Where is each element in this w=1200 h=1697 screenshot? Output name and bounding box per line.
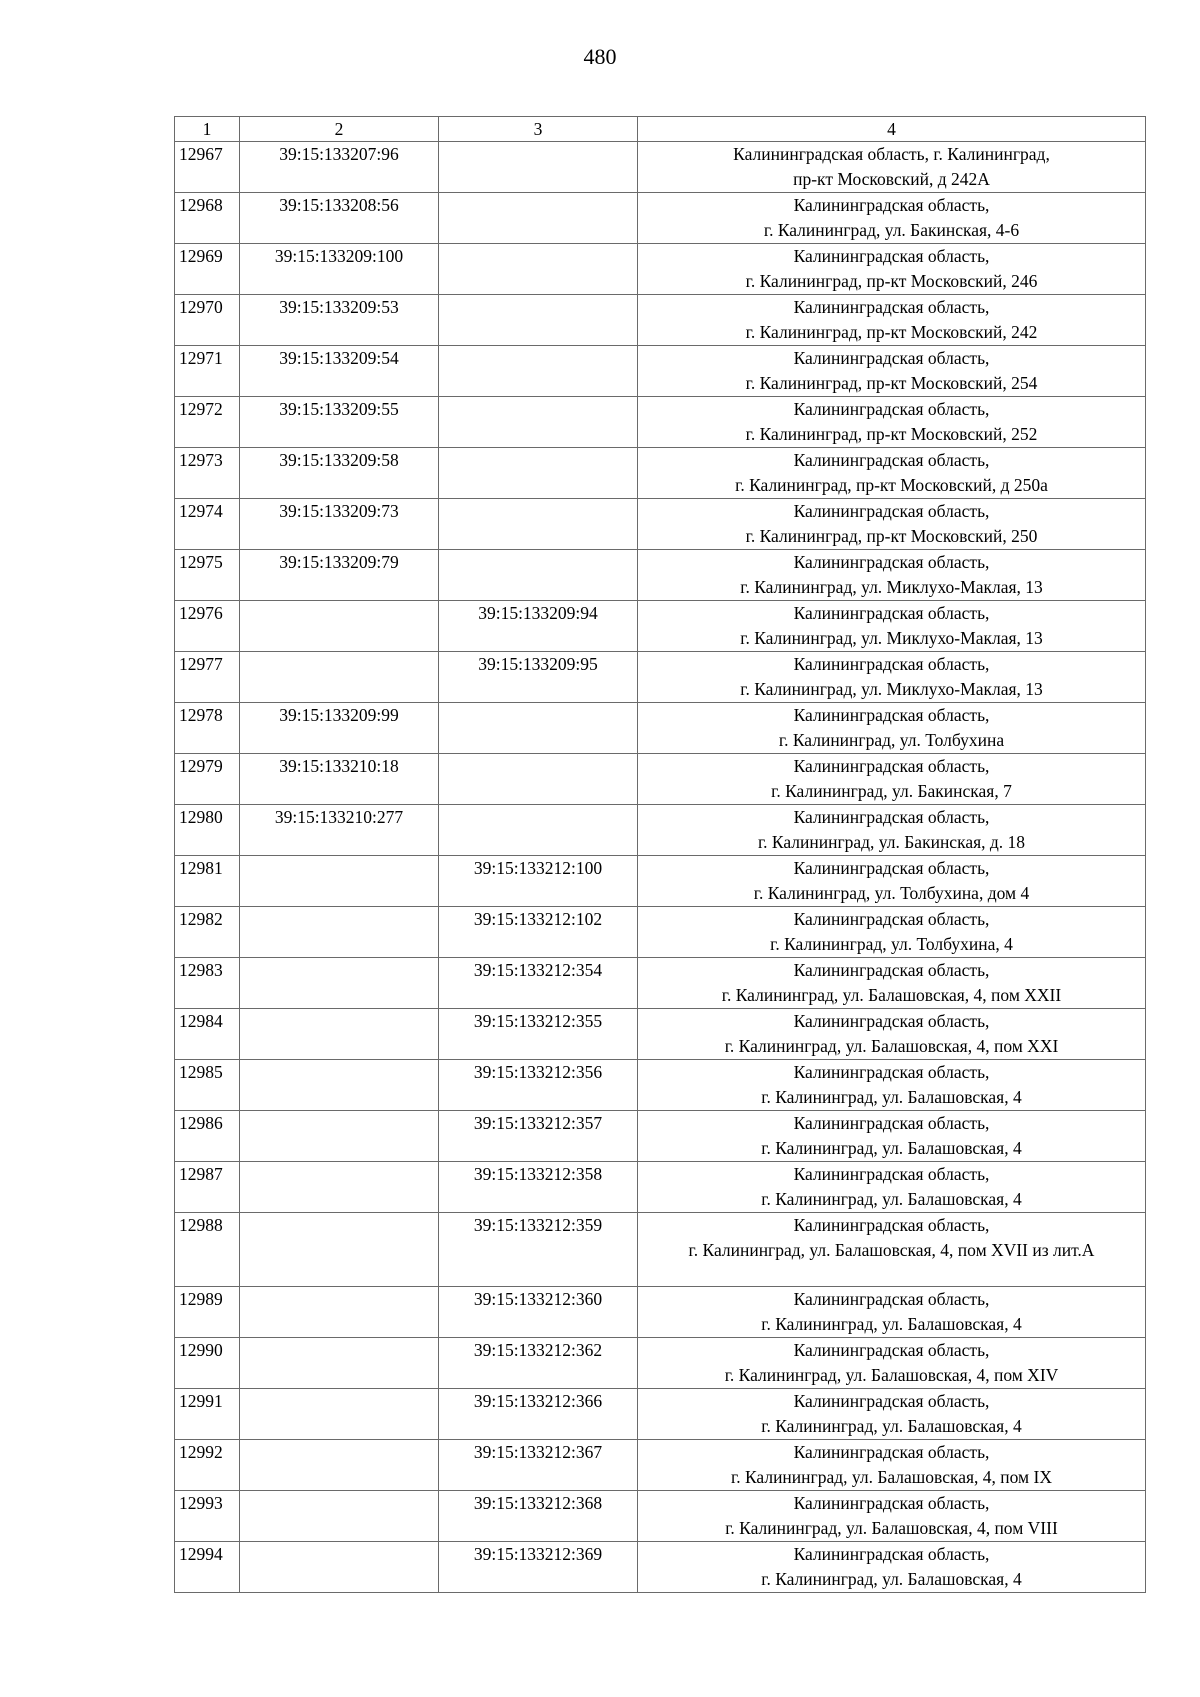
cadastral-number-col2 — [240, 1162, 439, 1213]
address-line-1: Калининградская область, — [793, 1493, 990, 1513]
cadastral-number-col3: 39:15:133212:369 — [439, 1542, 638, 1593]
address-cell — [638, 142, 1146, 193]
address-cell — [638, 550, 1146, 601]
cadastral-number-col2: 39:15:133208:56 — [240, 193, 439, 244]
address-cell — [638, 1009, 1146, 1060]
table-row — [175, 193, 1146, 244]
cadastral-number-col2 — [240, 1060, 439, 1111]
address-line-1: Калининградская область, — [793, 1062, 990, 1082]
address-line-2: г. Калининград, пр-кт Московский, 254 — [745, 373, 1038, 393]
row-number: 12987 — [175, 1162, 240, 1213]
cadastral-number-col3: 39:15:133212:359 — [439, 1213, 638, 1287]
cadastral-number-col2 — [240, 601, 439, 652]
address-cell — [638, 295, 1146, 346]
table-row — [175, 1287, 1146, 1338]
table-row — [175, 244, 1146, 295]
table-row — [175, 958, 1146, 1009]
cadastral-number-col3: 39:15:133212:354 — [439, 958, 638, 1009]
address-cell — [638, 193, 1146, 244]
cadastral-number-col2: 39:15:133209:99 — [240, 703, 439, 754]
address-cell — [638, 601, 1146, 652]
address-line-2: г. Калининград, ул. Миклухо-Маклая, 13 — [740, 577, 1043, 597]
table-row — [175, 1009, 1146, 1060]
cadastral-number-col2 — [240, 1338, 439, 1389]
row-number: 12990 — [175, 1338, 240, 1389]
cadastral-number-col3 — [439, 703, 638, 754]
row-number: 12971 — [175, 346, 240, 397]
address-line-2: г. Калининград, ул. Миклухо-Маклая, 13 — [740, 679, 1043, 699]
row-number: 12988 — [175, 1213, 240, 1287]
row-number: 12986 — [175, 1111, 240, 1162]
cadastral-number-col3: 39:15:133212:362 — [439, 1338, 638, 1389]
address-line-2: г. Калининград, ул. Толбухина, дом 4 — [753, 883, 1030, 903]
table-body — [175, 142, 1146, 1593]
registry-table — [174, 116, 1146, 1593]
address-line-2: г. Калининград, пр-кт Московский, 246 — [745, 271, 1038, 291]
cadastral-number-col2 — [240, 958, 439, 1009]
table-row — [175, 856, 1146, 907]
address-line-1: Калининградская область, — [793, 1544, 990, 1564]
cadastral-number-col3 — [439, 346, 638, 397]
address-line-1: Калининградская область, г. Калининград, — [733, 144, 1050, 164]
address-line-1: Калининградская область, — [793, 1113, 990, 1133]
cadastral-number-col3: 39:15:133212:366 — [439, 1389, 638, 1440]
table-row — [175, 1440, 1146, 1491]
cadastral-number-col3: 39:15:133212:357 — [439, 1111, 638, 1162]
cadastral-number-col2 — [240, 652, 439, 703]
row-number: 12991 — [175, 1389, 240, 1440]
table-row — [175, 805, 1146, 856]
address-cell — [638, 1542, 1146, 1593]
cadastral-number-col3: 39:15:133212:360 — [439, 1287, 638, 1338]
row-number: 12981 — [175, 856, 240, 907]
address-line-1: Калининградская область, — [793, 501, 990, 521]
column-header-4: 4 — [638, 117, 1146, 142]
address-line-2: г. Калининград, ул. Толбухина — [778, 730, 1005, 750]
cadastral-number-col2: 39:15:133207:96 — [240, 142, 439, 193]
page-number: 480 — [583, 44, 617, 69]
cadastral-number-col3 — [439, 550, 638, 601]
cadastral-number-col2 — [240, 856, 439, 907]
address-cell — [638, 397, 1146, 448]
address-line-2: г. Калининград, ул. Балашовская, 4 — [761, 1416, 1022, 1436]
cadastral-number-col3: 39:15:133212:358 — [439, 1162, 638, 1213]
address-line-1: Калининградская область, — [793, 756, 990, 776]
cadastral-number-col2: 39:15:133210:18 — [240, 754, 439, 805]
address-line-2: г. Калининград, пр-кт Московский, 252 — [745, 424, 1038, 444]
address-line-2: г. Калининград, ул. Бакинская, 7 — [771, 781, 1012, 801]
address-cell — [638, 652, 1146, 703]
table-row — [175, 754, 1146, 805]
cadastral-number-col2: 39:15:133209:100 — [240, 244, 439, 295]
cadastral-number-col2: 39:15:133209:54 — [240, 346, 439, 397]
cadastral-number-col2: 39:15:133209:53 — [240, 295, 439, 346]
table-row — [175, 550, 1146, 601]
address-line-1: Калининградская область, — [793, 450, 990, 470]
address-cell — [638, 958, 1146, 1009]
row-number: 12973 — [175, 448, 240, 499]
row-number: 12977 — [175, 652, 240, 703]
table-row — [175, 1389, 1146, 1440]
cadastral-number-col2: 39:15:133209:58 — [240, 448, 439, 499]
cadastral-number-col3 — [439, 244, 638, 295]
cadastral-number-col3: 39:15:133212:100 — [439, 856, 638, 907]
address-line-2: г. Калининград, ул. Балашовская, 4, пом XXII — [721, 985, 1062, 1005]
address-line-1: Калининградская область, — [793, 1391, 990, 1411]
address-line-1: Калининградская область, — [793, 705, 990, 725]
address-line-1: Калининградская область, — [793, 1011, 990, 1031]
address-line-1: Калининградская область, — [793, 654, 990, 674]
row-number: 12968 — [175, 193, 240, 244]
cadastral-number-col3 — [439, 295, 638, 346]
table-row — [175, 1542, 1146, 1593]
table-row — [175, 295, 1146, 346]
address-line-2: г. Калининград, пр-кт Московский, д 250а — [735, 475, 1048, 495]
cadastral-number-col2: 39:15:133209:79 — [240, 550, 439, 601]
table-row — [175, 907, 1146, 958]
address-cell — [638, 1111, 1146, 1162]
row-number: 12982 — [175, 907, 240, 958]
cadastral-number-col2: 39:15:133209:55 — [240, 397, 439, 448]
row-number: 12994 — [175, 1542, 240, 1593]
address-line-2: г. Калининград, ул. Толбухина, 4 — [770, 934, 1013, 954]
cadastral-number-col3: 39:15:133212:355 — [439, 1009, 638, 1060]
address-line-2: г. Калининград, ул. Балашовская, 4 — [761, 1087, 1022, 1107]
address-cell — [638, 1440, 1146, 1491]
table-row — [175, 499, 1146, 550]
address-line-1: Калининградская область, — [793, 552, 990, 572]
address-line-2: г. Калининград, ул. Бакинская, 4-6 — [763, 220, 1020, 240]
table-row — [175, 601, 1146, 652]
address-line-1: Калининградская область, — [793, 858, 990, 878]
address-cell — [638, 244, 1146, 295]
row-number: 12985 — [175, 1060, 240, 1111]
address-line-1: Калининградская область, — [793, 909, 990, 929]
row-number: 12975 — [175, 550, 240, 601]
address-line-2: г. Калининград, ул. Балашовская, 4, пом XIV — [724, 1365, 1059, 1385]
table-row — [175, 1060, 1146, 1111]
address-line-1: Калининградская область, — [793, 1442, 990, 1462]
address-cell — [638, 1060, 1146, 1111]
address-line-1: Калининградская область, — [793, 195, 990, 215]
table-header-row — [175, 117, 1146, 142]
cadastral-number-col3: 39:15:133212:102 — [439, 907, 638, 958]
row-number: 12984 — [175, 1009, 240, 1060]
address-line-2: г. Калининград, ул. Балашовская, 4, пом VIII — [725, 1518, 1058, 1538]
address-line-2: г. Калининград, ул. Балашовская, 4 — [761, 1569, 1022, 1589]
address-cell — [638, 1338, 1146, 1389]
row-number: 12992 — [175, 1440, 240, 1491]
table-row — [175, 1162, 1146, 1213]
address-cell — [638, 1213, 1146, 1287]
address-cell — [638, 1162, 1146, 1213]
column-header-1: 1 — [175, 117, 240, 142]
address-cell — [638, 1389, 1146, 1440]
cadastral-number-col2 — [240, 1213, 439, 1287]
address-line-1: Калининградская область, — [793, 297, 990, 317]
address-line-2: г. Калининград, ул. Бакинская, д. 18 — [757, 832, 1026, 852]
address-line-1: Калининградская область, — [793, 1340, 990, 1360]
table-row — [175, 652, 1146, 703]
table-row — [175, 1213, 1146, 1287]
address-cell — [638, 805, 1146, 856]
column-header-3: 3 — [439, 117, 638, 142]
row-number: 12976 — [175, 601, 240, 652]
row-number: 12993 — [175, 1491, 240, 1542]
cadastral-number-col2: 39:15:133210:277 — [240, 805, 439, 856]
row-number: 12970 — [175, 295, 240, 346]
cadastral-number-col3 — [439, 193, 638, 244]
row-number: 12983 — [175, 958, 240, 1009]
address-line-2: г. Калининград, пр-кт Московский, 242 — [745, 322, 1038, 342]
cadastral-number-col3: 39:15:133209:94 — [439, 601, 638, 652]
cadastral-number-col2 — [240, 1542, 439, 1593]
cadastral-number-col3: 39:15:133212:368 — [439, 1491, 638, 1542]
cadastral-number-col3 — [439, 397, 638, 448]
address-line-2: г. Калининград, пр-кт Московский, 250 — [745, 526, 1038, 546]
cadastral-number-col2 — [240, 1389, 439, 1440]
table-row — [175, 703, 1146, 754]
address-line-2: г. Калининград, ул. Балашовская, 4, пом XXI — [724, 1036, 1059, 1056]
row-number: 12974 — [175, 499, 240, 550]
row-number: 12989 — [175, 1287, 240, 1338]
table-row — [175, 346, 1146, 397]
row-number: 12978 — [175, 703, 240, 754]
table-row — [175, 1338, 1146, 1389]
row-number: 12972 — [175, 397, 240, 448]
row-number: 12979 — [175, 754, 240, 805]
cadastral-number-col3: 39:15:133209:95 — [439, 652, 638, 703]
address-cell — [638, 1287, 1146, 1338]
cadastral-number-col2 — [240, 1009, 439, 1060]
cadastral-number-col3: 39:15:133212:356 — [439, 1060, 638, 1111]
table-row — [175, 142, 1146, 193]
address-line-2: пр-кт Московский, д 242А — [793, 169, 990, 189]
address-cell — [638, 346, 1146, 397]
table-row — [175, 1111, 1146, 1162]
cadastral-number-col2 — [240, 907, 439, 958]
address-line-1: Калининградская область, — [793, 1164, 990, 1184]
address-cell — [638, 703, 1146, 754]
cadastral-number-col3: 39:15:133212:367 — [439, 1440, 638, 1491]
table-row — [175, 1491, 1146, 1542]
cadastral-number-col3 — [439, 499, 638, 550]
table-row — [175, 448, 1146, 499]
address-line-2: г. Калининград, ул. Миклухо-Маклая, 13 — [740, 628, 1043, 648]
address-cell — [638, 907, 1146, 958]
address-cell — [638, 448, 1146, 499]
address-line-2: г. Калининград, ул. Балашовская, 4, пом XVII из лит.А — [688, 1240, 1095, 1260]
address-line-2: г. Калининград, ул. Балашовская, 4 — [761, 1314, 1022, 1334]
address-line-2: г. Калининград, ул. Балашовская, 4 — [761, 1189, 1022, 1209]
cadastral-number-col2 — [240, 1111, 439, 1162]
cadastral-number-col2: 39:15:133209:73 — [240, 499, 439, 550]
address-line-1: Калининградская область, — [793, 399, 990, 419]
address-line-1: Калининградская область, — [793, 246, 990, 266]
cadastral-number-col2 — [240, 1287, 439, 1338]
cadastral-number-col3 — [439, 754, 638, 805]
cadastral-number-col2 — [240, 1440, 439, 1491]
address-cell — [638, 754, 1146, 805]
column-header-2: 2 — [240, 117, 439, 142]
address-cell — [638, 499, 1146, 550]
address-line-1: Калининградская область, — [793, 603, 990, 623]
address-cell — [638, 856, 1146, 907]
address-line-1: Калининградская область, — [793, 807, 990, 827]
row-number: 12967 — [175, 142, 240, 193]
address-line-2: г. Калининград, ул. Балашовская, 4 — [761, 1138, 1022, 1158]
table-row — [175, 397, 1146, 448]
row-number: 12980 — [175, 805, 240, 856]
cadastral-number-col2 — [240, 1491, 439, 1542]
address-line-1: Калининградская область, — [793, 1215, 990, 1235]
cadastral-number-col3 — [439, 142, 638, 193]
cadastral-number-col3 — [439, 805, 638, 856]
address-line-1: Калининградская область, — [793, 348, 990, 368]
cadastral-number-col3 — [439, 448, 638, 499]
address-line-1: Калининградская область, — [793, 1289, 990, 1309]
address-cell — [638, 1491, 1146, 1542]
address-line-1: Калининградская область, — [793, 960, 990, 980]
address-line-2: г. Калининград, ул. Балашовская, 4, пом IX — [731, 1467, 1052, 1487]
row-number: 12969 — [175, 244, 240, 295]
